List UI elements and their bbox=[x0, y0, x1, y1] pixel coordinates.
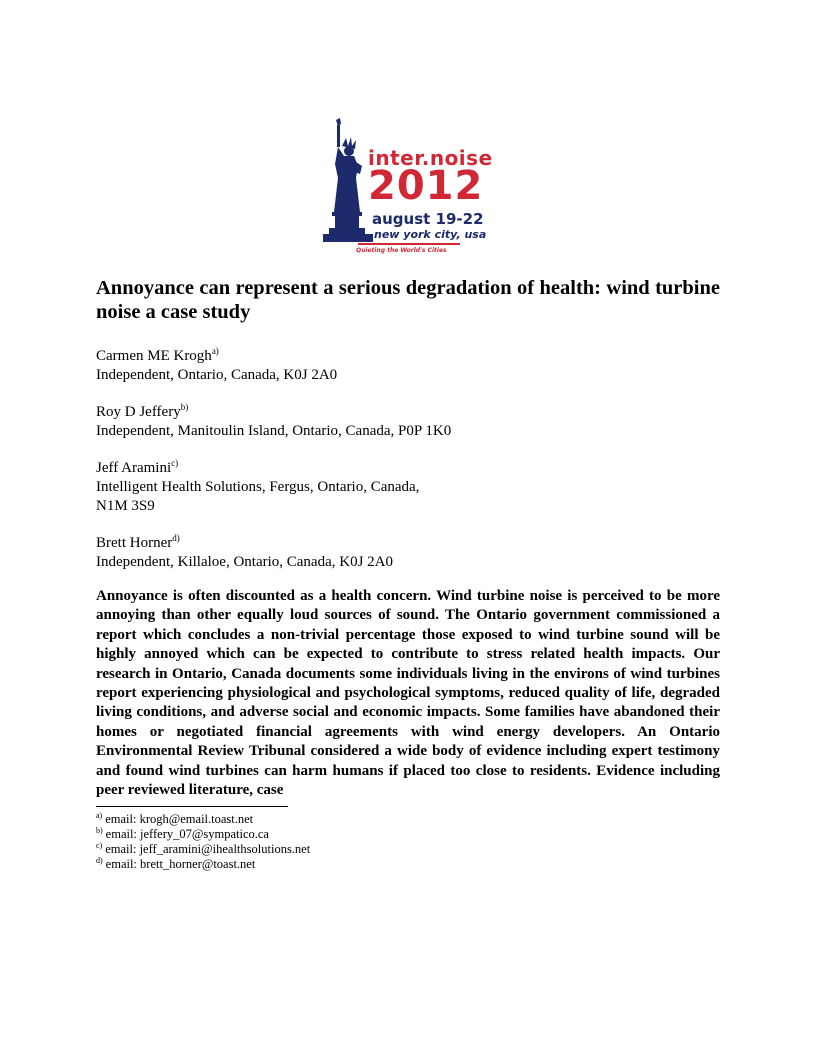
footnote-email: email: brett_horner@toast.net bbox=[105, 857, 256, 871]
author-affiliation: Independent, Manitoulin Island, Ontario, Canada, P0P 1K0 bbox=[96, 423, 452, 439]
footnote-item: $^{a)}$ email: krogh@email.toast.net bbox=[96, 811, 254, 826]
author-block bbox=[96, 459, 736, 516]
footnote-email: email: jeffery_07@sympatico.ca bbox=[105, 827, 269, 841]
logo-line-dates: august 19-22 bbox=[372, 210, 484, 228]
author-affiliation: Independent, Killaloe, Ontario, Canada, K0J 2A0 bbox=[96, 554, 394, 570]
footnote-divider bbox=[96, 806, 288, 807]
author-affiliation-postcode: N1M 3S9 bbox=[96, 498, 155, 514]
author-affiliation: Independent, Ontario, Canada, K0J 2A0 bbox=[96, 367, 338, 383]
footnote-email: email: jeff_aramini@ihealthsolutions.net bbox=[105, 842, 311, 856]
author-footnote-mark: c) bbox=[171, 458, 179, 468]
author-name: Jeff Aramini$^{c)}$ bbox=[96, 458, 179, 476]
footnote-item: $^{b)}$ email: jeffery_07@sympatico.ca bbox=[96, 826, 269, 841]
conference-logo bbox=[320, 116, 500, 260]
footnote-item: $^{d)}$ email: brett_horner@toast.net bbox=[96, 856, 256, 871]
author-block bbox=[96, 534, 736, 572]
author-name: Roy D Jeffery$^{b)}$ bbox=[96, 402, 189, 420]
logo-line-year: 2012 bbox=[368, 163, 484, 209]
author-footnote-mark: d) bbox=[172, 533, 180, 543]
author-name: Brett Horner$^{d)}$ bbox=[96, 533, 180, 551]
author-footnote-mark: b) bbox=[180, 402, 189, 412]
logo-line-location: new york city, usa bbox=[374, 228, 487, 241]
footnote-item: $^{c)}$ email: jeff_aramini@ihealthsolutions.net bbox=[96, 841, 311, 856]
author-block bbox=[96, 403, 736, 441]
footnote-email: email: krogh@email.toast.net bbox=[105, 812, 254, 826]
author-name: Carmen ME Krogh$^{a)}$ bbox=[96, 346, 219, 364]
author-block bbox=[96, 347, 736, 385]
author-footnote-mark: a) bbox=[211, 346, 219, 356]
footnotes bbox=[96, 812, 596, 872]
paper-title: Annoyance can represent a serious degradation of health: wind turbine noise a case study bbox=[96, 277, 720, 323]
abstract-paragraph: Annoyance is often discounted as a health concern. Wind turbine noise is perceived to be more annoying than other equally loud sources of sound. The Ontario government commissioned a report which concludes a non-trivial percentage those exposed to wind turbine sound will be highly annoyed which can be expected to contribute to stress related health impacts. Our research in Ontario, Canada documents some individuals living in the environs of wind turbines report experiencing physiological and psychological symptoms, reduced quality of life, degraded living conditions, and adverse social and economic impacts. Some families have abandoned their homes or negotiated financial agreements with wind energy developers. An Ontario Environmental Review Tribunal considered a wide body of evidence including expert testimony and found wind turbines can harm humans if placed too close to residents. Evidence including peer reviewed literature, case bbox=[96, 588, 720, 799]
logo-tagline: Quieting the World's Cities bbox=[356, 247, 447, 254]
logo-line-internoise: inter.noise bbox=[368, 146, 493, 170]
author-affiliation: Intelligent Health Solutions, Fergus, Ontario, Canada, bbox=[96, 479, 420, 495]
